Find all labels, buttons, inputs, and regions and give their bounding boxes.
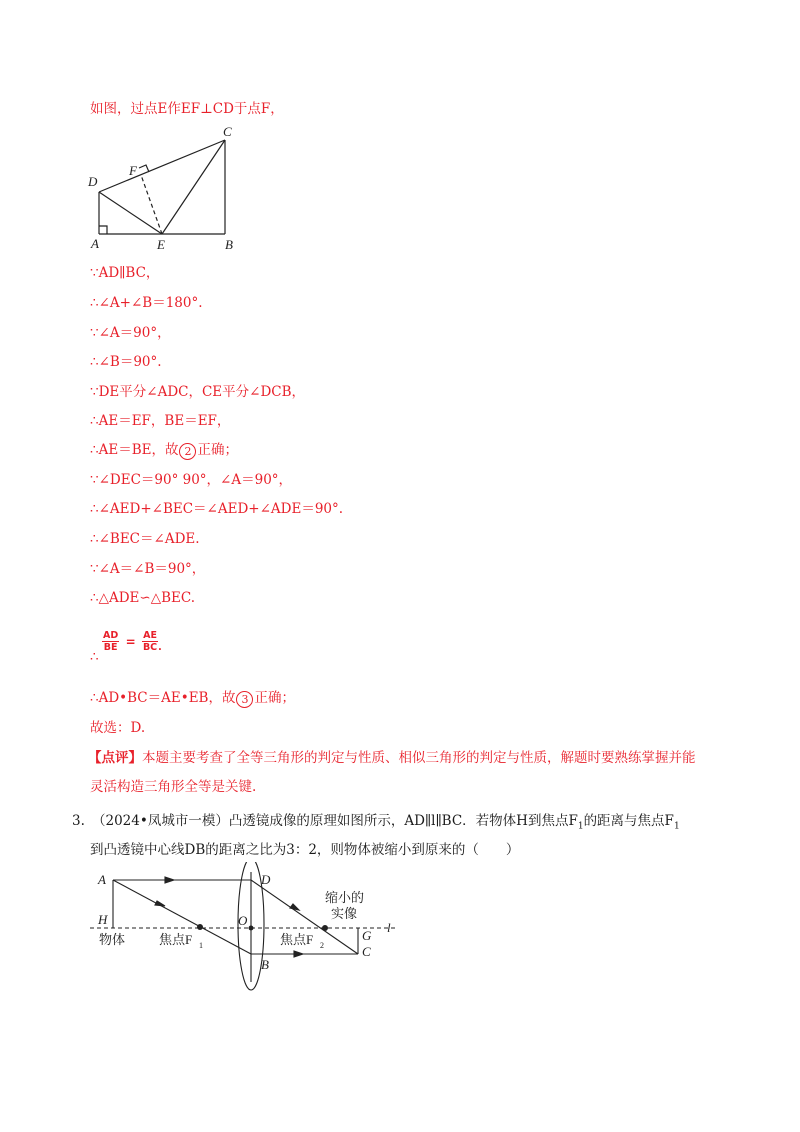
lens-label-image-1: 缩小的 [325, 890, 365, 905]
subscript-1b: 1 [673, 821, 680, 832]
frac-num-2: AE [143, 630, 157, 641]
question-line-1-a: （2024•凤城市一模）凸透镜成像的原理如图所示，AD∥l∥BC．若物体H到焦点F [92, 813, 578, 829]
frac-den-1: BE [103, 642, 118, 653]
question-line-2: 到凸透镜中心线DB的距离之比为3：2，则物体被缩小到原来的（ ） [90, 842, 520, 858]
comment-line-1 [88, 749, 696, 767]
comment-line-2: 灵活构造三角形全等是关键. [90, 779, 257, 795]
lens-label-focus-2: 焦点F [280, 932, 314, 947]
geometry-figure-1 [85, 122, 255, 252]
label-c: C [223, 124, 232, 139]
subscript-1a: 1 [577, 821, 584, 832]
fraction-expression [102, 630, 162, 653]
question-line-1 [92, 812, 680, 836]
step-2: ∴∠A+∠B＝180°. [90, 295, 203, 311]
lens-label-a: A [98, 872, 106, 887]
frac-den-2: BC [142, 642, 158, 653]
label-f: F [129, 163, 137, 178]
lens-label-d: D [261, 872, 271, 887]
step-13-text: ∴AD•BC＝AE•EB，故 [90, 690, 236, 706]
step-12: ∴△ADE∽△BEC. [90, 590, 196, 606]
lens-figure [85, 862, 405, 997]
lens-label-focus-1: 焦点F [159, 932, 193, 947]
question-number: 3. [72, 813, 85, 829]
label-a: A [91, 236, 99, 251]
lens-label-focus-2-sub: 2 [320, 941, 324, 950]
frac-end: . [158, 642, 162, 653]
step-7-tail: 正确； [197, 442, 238, 458]
step-13 [90, 689, 295, 708]
answer-line: 故选：D. [90, 720, 146, 736]
step-1: ∵AD∥BC， [90, 265, 160, 281]
intro-line: 如图，过点E作EF⊥CD于点F， [90, 101, 284, 117]
frac-num-1: AD [103, 630, 119, 641]
lens-label-o: O [238, 913, 248, 928]
step-4: ∴∠B＝90°. [90, 354, 162, 370]
step-11: ∵∠A＝∠B＝90°， [90, 561, 206, 577]
lens-label-b: B [261, 957, 269, 972]
lens-label-focus-1-sub: 1 [199, 941, 203, 950]
question-line-1-b: 的距离与焦点F [583, 813, 674, 829]
step-13-tail: 正确； [254, 690, 295, 706]
comment-tag: 【点评】 [88, 750, 142, 766]
step-5: ∵DE平分∠ADC，CE平分∠DCB， [90, 384, 306, 400]
lens-label-object: 物体 [99, 932, 126, 947]
lens-label-image-2: 实像 [331, 906, 358, 921]
step-8: ∵∠DEC＝90° 90°，∠A＝90°， [90, 472, 293, 488]
circled-3-icon: 3 [236, 691, 253, 708]
comment-text-1: 本题主要考查了全等三角形的判定与性质、相似三角形的判定与性质，解题时要熟练掌握并能 [142, 750, 696, 766]
lens-label-g: G [362, 928, 372, 943]
step-7 [90, 441, 238, 460]
step-6: ∴AE＝EF，BE＝EF， [90, 413, 231, 429]
label-d: D [88, 174, 98, 189]
lens-label-c: C [362, 944, 371, 959]
step-3: ∵∠A＝90°， [90, 325, 171, 341]
label-b: B [225, 237, 233, 252]
step-10: ∴∠BEC＝∠ADE. [90, 531, 200, 547]
fraction-therefore: ∴ [90, 649, 99, 665]
label-e: E [157, 237, 165, 252]
lens-label-h: H [98, 912, 108, 927]
frac-equals: = [125, 634, 136, 649]
circled-2-icon: 2 [179, 443, 196, 460]
lens-label-l: l [387, 920, 391, 935]
step-7-text: ∴AE＝BE，故 [90, 442, 179, 458]
step-9: ∴∠AED+∠BEC＝∠AED+∠ADE＝90°. [90, 501, 344, 517]
